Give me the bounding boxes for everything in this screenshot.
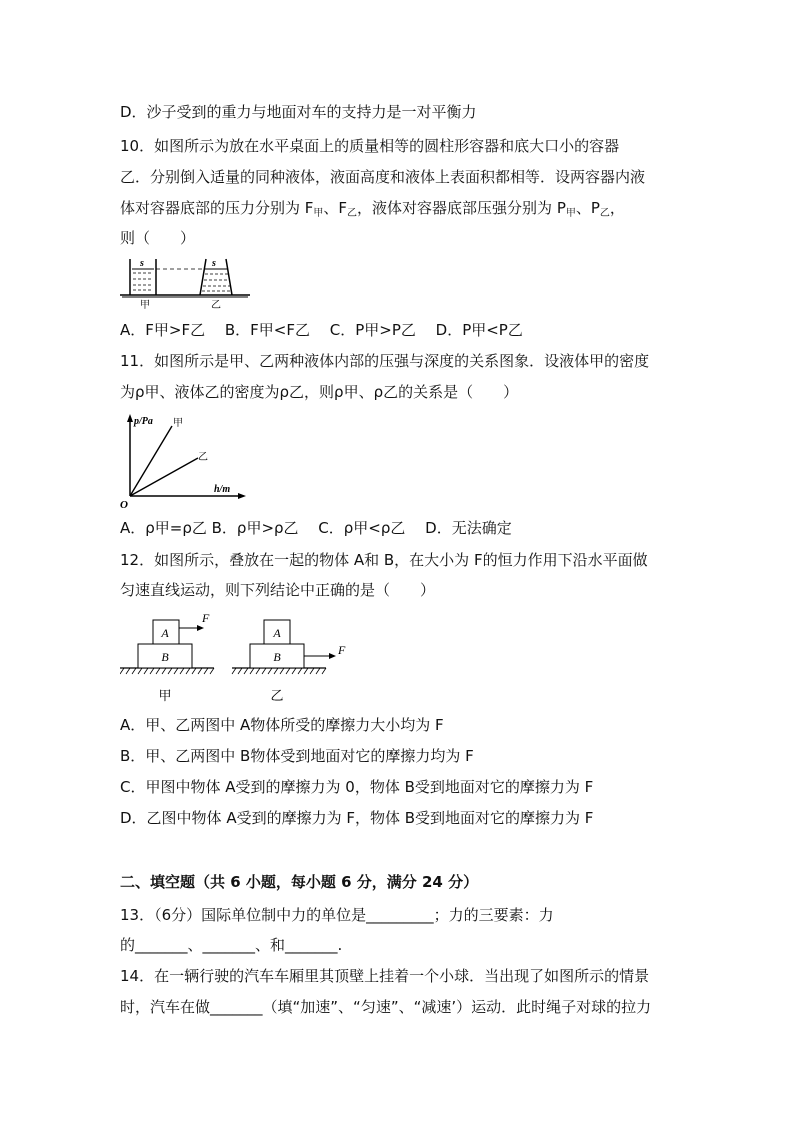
surface-label-jia: s [140, 258, 144, 269]
q10-text-d: 、P [575, 199, 600, 217]
q11-options: A．ρ甲=ρ乙 B．ρ甲>ρ乙 C．ρ甲<ρ乙 D．无法确定 [120, 519, 512, 537]
q12-line-2: 匀速直线运动，则下列结论中正确的是（ ） [120, 581, 436, 599]
container-caption-yi: 乙 [211, 300, 221, 310]
q13-line-1: 13．（6分）国际单位制中力的单位是_________；力的三要素：力 [120, 906, 554, 924]
q11-line-2: 为ρ甲、液体乙的密度为ρ乙，则ρ甲、ρ乙的关系是（ ） [120, 383, 519, 401]
q12-option-c: C．甲图中物体 A受到的摩擦力为 0，物体 B受到地面对它的摩擦力为 F [120, 778, 594, 796]
block-a-yi-label: A [273, 626, 281, 640]
q10-sub-2: 乙 [347, 208, 358, 219]
stacked-blocks-figure [120, 608, 352, 706]
force-label-jia: F [202, 611, 210, 625]
q10-sub-4: 乙 [599, 208, 610, 219]
container-jia [130, 258, 156, 295]
q10-options: A．F甲>F乙 B．F甲<F乙 C．P甲>P乙 D．P甲<P乙 [120, 321, 523, 339]
x-axis-arrow-icon [238, 493, 246, 499]
q9-option-d: D．沙子受到的重力与地面对车的支持力是一对平衡力 [120, 103, 477, 121]
q10-text-a: 体对容器底部的压力分别为 F [120, 199, 314, 217]
q12-line-1: 12．如图所示，叠放在一起的物体 A和 B，在大小为 F的恒力作用下沿水平面做 [120, 551, 648, 569]
x-axis-label: h/m [214, 484, 231, 495]
force-arrowhead-jia-icon [197, 625, 204, 631]
line-jia [130, 426, 172, 496]
line-jia-label: 甲 [173, 418, 183, 429]
q14-line-2: 时，汽车在做_______（填“加速”、“匀速”、“减速’）运动．此时绳子对球的拉力 [120, 998, 652, 1016]
line-yi-label: 乙 [198, 452, 208, 463]
q11-line-1: 11．如图所示是甲、乙两种液体内部的压强与深度的关系图象．设液体甲的密度 [120, 352, 650, 370]
y-axis-label: p/Pa [134, 416, 153, 427]
line-yi [130, 458, 198, 496]
q10-line-4: 则（ ） [120, 229, 196, 247]
force-label-yi: F [338, 643, 346, 657]
q12-option-d: D．乙图中物体 A受到的摩擦力为 F，物体 B受到地面对它的摩擦力为 F [120, 809, 594, 827]
q10-line-3 [120, 198, 625, 221]
q14-line-1: 14．在一辆行驶的汽车车厢里其顶壁上挂着一个小球．当出现了如图所示的情景 [120, 967, 650, 985]
surface-label-yi: s [212, 258, 216, 269]
q13-line-2: 的_______、_______、和_______. [120, 936, 343, 954]
figure-caption-yi: 乙 [270, 688, 284, 703]
figure-yi [232, 620, 346, 703]
y-axis-arrow-icon [127, 414, 133, 422]
q10-sub-1: 甲 [313, 208, 324, 219]
block-b-jia-label: B [161, 650, 169, 664]
container-caption-jia: 甲 [140, 300, 150, 310]
container-figure [120, 255, 250, 310]
q12-option-b: B．甲、乙两图中 B物体受到地面对它的摩擦力均为 F [120, 747, 474, 765]
q10-text-b: 、F [323, 199, 348, 217]
q10-sub-3: 甲 [565, 208, 576, 219]
pressure-depth-graph [118, 410, 248, 510]
figure-caption-jia: 甲 [158, 688, 172, 703]
force-arrowhead-yi-icon [329, 653, 336, 659]
origin-label: O [120, 499, 128, 510]
q10-line-1: 10．如图所示为放在水平桌面上的质量相等的圆柱形容器和底大口小的容器 [120, 137, 620, 155]
block-b-yi-label: B [273, 650, 281, 664]
section-2-heading: 二、填空题（共 6 小题，每小题 6 分，满分 24 分） [120, 873, 479, 891]
figure-jia [120, 611, 214, 703]
q10-text-e: ， [609, 199, 625, 217]
q10-text-c: ，液体对容器底部压强分别为 P [357, 199, 566, 217]
q10-line-2: 乙．分别倒入适量的同种液体，液面高度和液体上表面积都相等．设两容器内液 [120, 168, 646, 186]
q12-option-a: A．甲、乙两图中 A物体所受的摩擦力大小均为 F [120, 716, 444, 734]
block-a-jia-label: A [161, 626, 169, 640]
container-yi [200, 258, 232, 295]
